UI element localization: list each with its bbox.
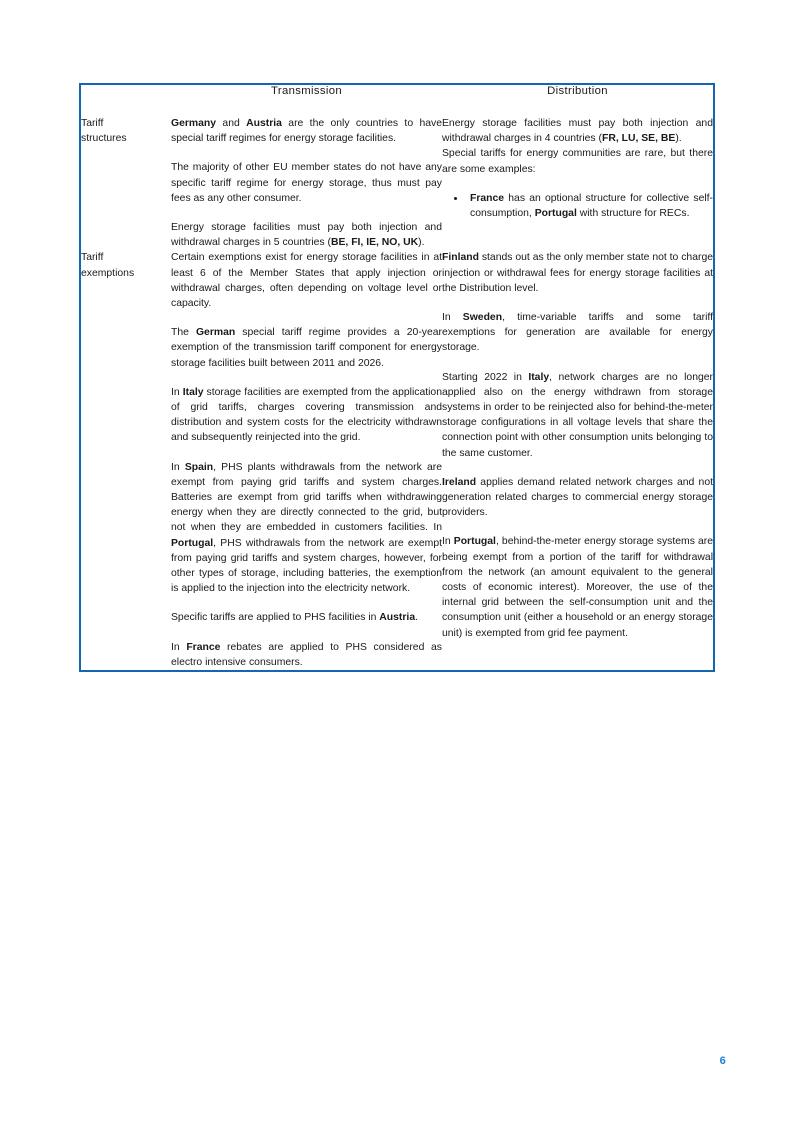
paragraph: Germany and Austria are the only countries to have special tariff regimes for energy storage facilities. xyxy=(171,118,442,145)
row-label-tariff-structures xyxy=(80,116,171,250)
paragraph: Starting 2022 in Italy, network charges are no longer applied also on the energy withdrawn from storage systems in order to be reinjected also for behind-the-meter storage configurations in all voltage levels that share the connection point with other consumption units belonging to the same customer. xyxy=(442,371,713,459)
row-label-line-1: Tariff xyxy=(81,252,104,264)
row-label-line-2: structures xyxy=(81,133,127,145)
header-transmission: Transmission xyxy=(271,85,342,97)
cell-exemptions-distribution xyxy=(442,250,714,671)
table-row xyxy=(80,250,714,671)
paragraph: Energy storage facilities must pay both injection and withdrawal charges in 5 countries (BE, FI, IE, NO, UK). xyxy=(171,222,442,249)
paragraph: In Portugal, behind-the-meter energy storage systems are being exempt from a portion of the tariff for withdrawal from the network (an amount equivalent to the general costs of economic interest). Moreover, the use of the internal grid between the self-consumption unit and the consumption unit (either a household or an energy storage unit) is exempted from grid fee payment. xyxy=(442,536,714,639)
cell-structures-transmission xyxy=(171,116,442,250)
table-header-row xyxy=(80,84,714,116)
paragraph: Specific tariffs are applied to PHS facilities in Austria. xyxy=(171,612,418,624)
table-header xyxy=(80,84,714,116)
cell-exemptions-transmission xyxy=(171,250,442,671)
page-number: 6 xyxy=(719,1055,726,1067)
header-distribution: Distribution xyxy=(547,85,608,97)
row-label-line-2: exemptions xyxy=(81,267,135,279)
row-label-line-1: Tariff xyxy=(81,118,104,129)
comparison-table xyxy=(79,83,715,672)
paragraph: Certain exemptions exist for energy storage facilities in at least 6 of the Member States that apply injection or withdrawal charges, often depending on voltage level or capacity. xyxy=(171,252,442,310)
table-body xyxy=(80,116,714,671)
bullet-list xyxy=(442,191,713,221)
list-item: • France has an optional structure for collective self-consumption, Portugal with structure for RECs. xyxy=(466,191,713,221)
paragraph: The majority of other EU member states do not have any specific tariff regime for energy storage, thus must pay fees as any other consumer. xyxy=(171,162,442,204)
paragraph: The German special tariff regime provides a 20-year exemption of the transmission tariff component for energy storage facilities built between 2011 and 2026. xyxy=(171,327,442,369)
paragraph: Ireland applies demand related network charges and not generation related charges to commercial energy storage providers. xyxy=(442,476,713,519)
paragraph: In Spain, PHS plants withdrawals from the network are exempt from paying grid tariffs and system charges. Batteries are exempt from grid tariffs when withdrawing energy when they are directly connected to the grid, but not when they are embedded in customers facilities. In Portugal, PHS withdrawals from the network are exempt from paying grid tariffs and system charges, however, for other types of storage, including batteries, the exemption is applied to the injection into the electricity network. xyxy=(171,461,442,595)
paragraph: Energy storage facilities must pay both injection and withdrawal charges in 4 countries (FR, LU, SE, BE). xyxy=(442,118,713,145)
paragraph: In France rebates are applied to PHS considered as electro intensive consumers. xyxy=(171,641,442,668)
table-row xyxy=(80,116,714,250)
paragraph: Special tariffs for energy communities are rare, but there are some examples: xyxy=(442,148,713,175)
paragraph: In Italy storage facilities are exempted from the application of grid tariffs, charges covering transmission and distribution and system costs for the electricity withdrawn and subsequently reinjected into the grid. xyxy=(171,386,442,444)
paragraph: Finland stands out as the only member state not to charge injection or withdrawal fees for energy storage facilities at the Distribution level. xyxy=(442,252,713,294)
cell-structures-distribution xyxy=(442,116,714,250)
header-corner-cell xyxy=(80,84,171,116)
paragraph: In Sweden, time-variable tariffs and some tariff exemptions for generation are available for energy storage. xyxy=(442,312,713,354)
row-label-tariff-exemptions xyxy=(80,250,171,671)
comparison-table-container xyxy=(79,83,713,672)
